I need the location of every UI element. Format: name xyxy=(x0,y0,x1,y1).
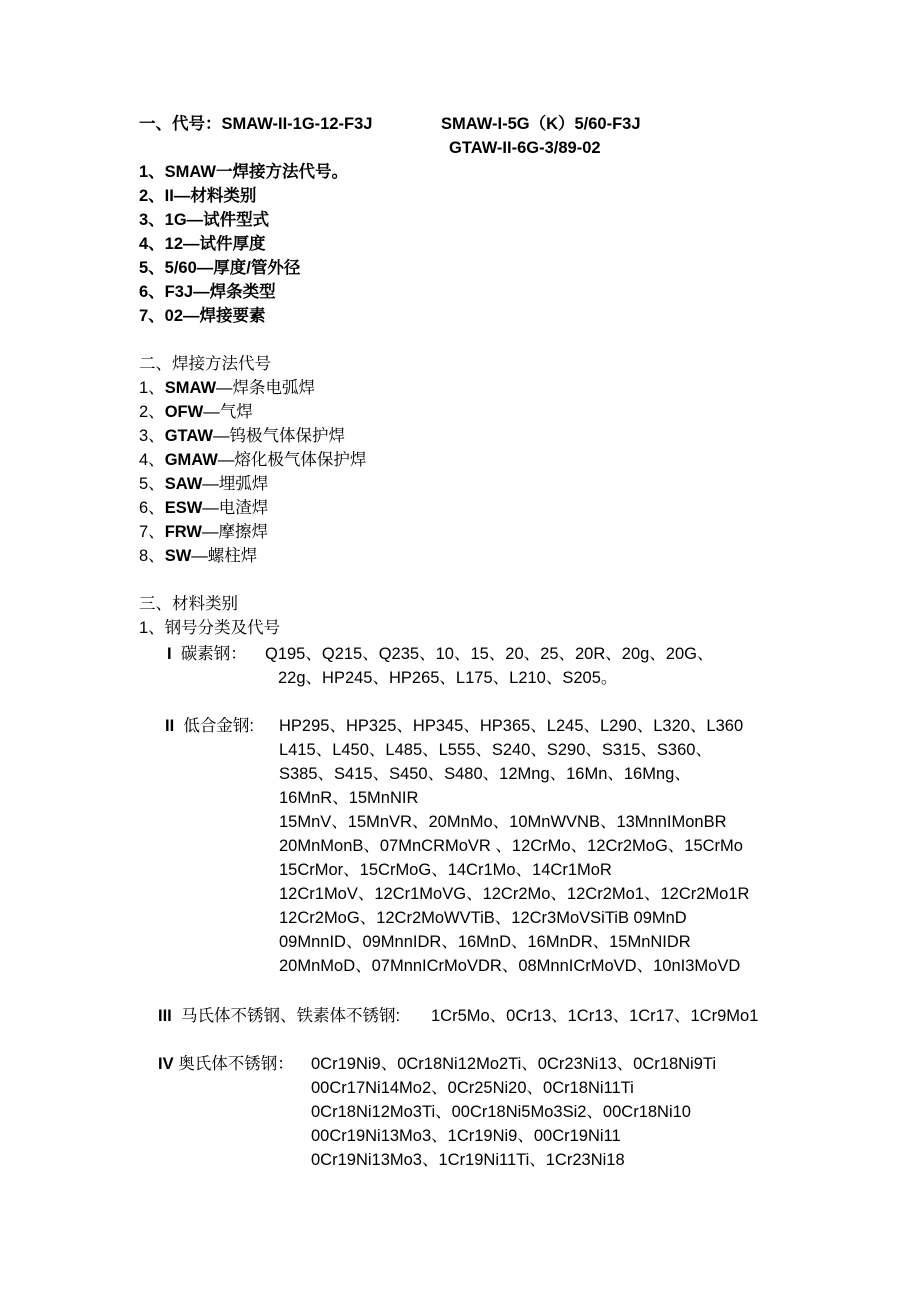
class-2-line: L415、L450、L485、L555、S240、S290、S315、S360、 xyxy=(279,741,712,759)
method-item xyxy=(139,376,315,400)
class-3-heading xyxy=(158,1004,400,1028)
method-desc: —焊条电弧焊 xyxy=(216,379,316,397)
method-desc: —螺柱焊 xyxy=(191,547,258,565)
code-example-3: GTAW-II-6G-3/89-02 xyxy=(449,139,601,157)
class-3-line: 1Cr5Mo、0Cr13、1Cr13、1Cr17、1Cr9Mo1 xyxy=(431,1007,759,1025)
class-2-line: 12Cr2MoG、12Cr2MoWVTiB、12Cr3MoVSiTiB 09MnD xyxy=(279,909,687,927)
class-1-line: Q195、Q215、Q235、10、15、20、25、20R、20g、20G、 xyxy=(265,645,714,663)
class-label: III xyxy=(158,1007,172,1025)
method-num: 3、 xyxy=(139,427,165,445)
class-2-line: 20MnMonB、07MnCRMoVR 、12CrMo、12Cr2MoG、15CrMo xyxy=(279,837,743,855)
code-item-4: 4、12—试件厚度 xyxy=(139,235,266,253)
class-name: 碳素钢： xyxy=(180,645,247,663)
subsection-title-steel-codes: 1、钢号分类及代号 xyxy=(139,619,281,637)
class-4-heading xyxy=(158,1052,294,1076)
class-4-line: 00Cr19Ni13Mo3、1Cr19Ni9、00Cr19Ni11 xyxy=(311,1127,621,1145)
class-4-line: 0Cr18Ni12Mo3Ti、00Cr18Ni5Mo3Si2、00Cr18Ni10 xyxy=(311,1103,691,1121)
method-num: 7、 xyxy=(139,523,165,541)
class-2-line: 16MnR、15MnNIR xyxy=(279,789,419,807)
class-1-heading xyxy=(167,642,247,666)
method-desc: —钨极气体保护焊 xyxy=(212,427,345,445)
class-label: I xyxy=(167,645,172,663)
code-item-6: 6、F3J—焊条类型 xyxy=(139,283,276,301)
section-title-material-class: 三、材料类别 xyxy=(139,595,238,613)
method-item xyxy=(139,448,366,472)
method-item xyxy=(139,472,268,496)
method-desc: —熔化极气体保护焊 xyxy=(217,451,367,469)
class-label: IV xyxy=(158,1055,174,1073)
method-code: FRW xyxy=(164,523,202,541)
method-num: 1、 xyxy=(139,379,165,397)
method-desc: —电渣焊 xyxy=(202,499,269,517)
class-2-line: 09MnnID、09MnnIDR、16MnD、16MnDR、15MnNIDR xyxy=(279,933,691,951)
method-num: 4、 xyxy=(139,451,165,469)
method-item xyxy=(139,496,268,520)
code-item-5: 5、5/60—厚度/管外径 xyxy=(139,259,301,277)
class-2-line: 20MnMoD、07MnnICrMoVDR、08MnnICrMoVD、10nI3MoVD xyxy=(279,957,741,975)
method-item xyxy=(139,400,253,424)
method-desc: —摩擦焊 xyxy=(201,523,268,541)
class-4-line: 0Cr19Ni9、0Cr18Ni12Mo2Ti、0Cr23Ni13、0Cr18Ni9Ti xyxy=(311,1055,717,1073)
method-num: 6、 xyxy=(139,499,165,517)
class-2-heading xyxy=(165,714,254,738)
method-code: OFW xyxy=(164,403,204,421)
class-4-line: 0Cr19Ni13Mo3、1Cr19Ni11Ti、1Cr23Ni18 xyxy=(311,1151,625,1169)
method-desc: —埋弧焊 xyxy=(202,475,269,493)
method-code: SMAW xyxy=(164,379,217,397)
method-code: ESW xyxy=(164,499,203,517)
class-name: 奥氏体不锈钢： xyxy=(178,1055,294,1073)
code-item-3: 3、1G—试件型式 xyxy=(139,211,270,229)
class-1-line: 22g、HP245、HP265、L175、L210、S205。 xyxy=(278,669,618,687)
class-2-line: 12Cr1MoV、12Cr1MoVG、12Cr2Mo、12Cr2Mo1、12Cr2Mo1R xyxy=(279,885,750,903)
code-item-2: 2、II—材料类别 xyxy=(139,187,257,205)
code-example-2: SMAW-I-5G（K）5/60-F3J xyxy=(441,115,641,133)
method-code: GMAW xyxy=(164,451,218,469)
method-num: 8、 xyxy=(139,547,165,565)
class-2-line: 15MnV、15MnVR、20MnMo、10MnWVNB、13MnnIMonBR xyxy=(279,813,727,831)
class-2-line: 15CrMor、15CrMoG、14Cr1Mo、14Cr1MoR xyxy=(279,861,612,879)
method-item xyxy=(139,424,345,448)
method-code: SAW xyxy=(164,475,203,493)
method-num: 5、 xyxy=(139,475,165,493)
class-label: II xyxy=(165,717,175,735)
method-item xyxy=(139,544,257,568)
code-example-1: 一、代号：SMAW-II-1G-12-F3J xyxy=(139,115,373,133)
class-2-line: HP295、HP325、HP345、HP365、L245、L290、L320、L360 xyxy=(279,717,744,735)
method-item xyxy=(139,520,268,544)
class-4-line: 00Cr17Ni14Mo2、0Cr25Ni20、0Cr18Ni11Ti xyxy=(311,1079,634,1097)
method-code: GTAW xyxy=(164,427,213,445)
method-code: SW xyxy=(164,547,192,565)
method-desc: —气焊 xyxy=(203,403,253,421)
class-name: 马氏体不锈钢、铁素体不锈钢: xyxy=(180,1007,401,1025)
method-num: 2、 xyxy=(139,403,165,421)
code-item-7: 7、02—焊接要素 xyxy=(139,307,266,325)
class-name: 低合金钢: xyxy=(183,717,254,735)
code-item-1: 1、SMAW一焊接方法代号。 xyxy=(139,163,349,181)
class-2-line: S385、S415、S450、S480、12Mng、16Mn、16Mng、 xyxy=(279,765,691,783)
section-title-welding-methods: 二、焊接方法代号 xyxy=(139,355,271,373)
